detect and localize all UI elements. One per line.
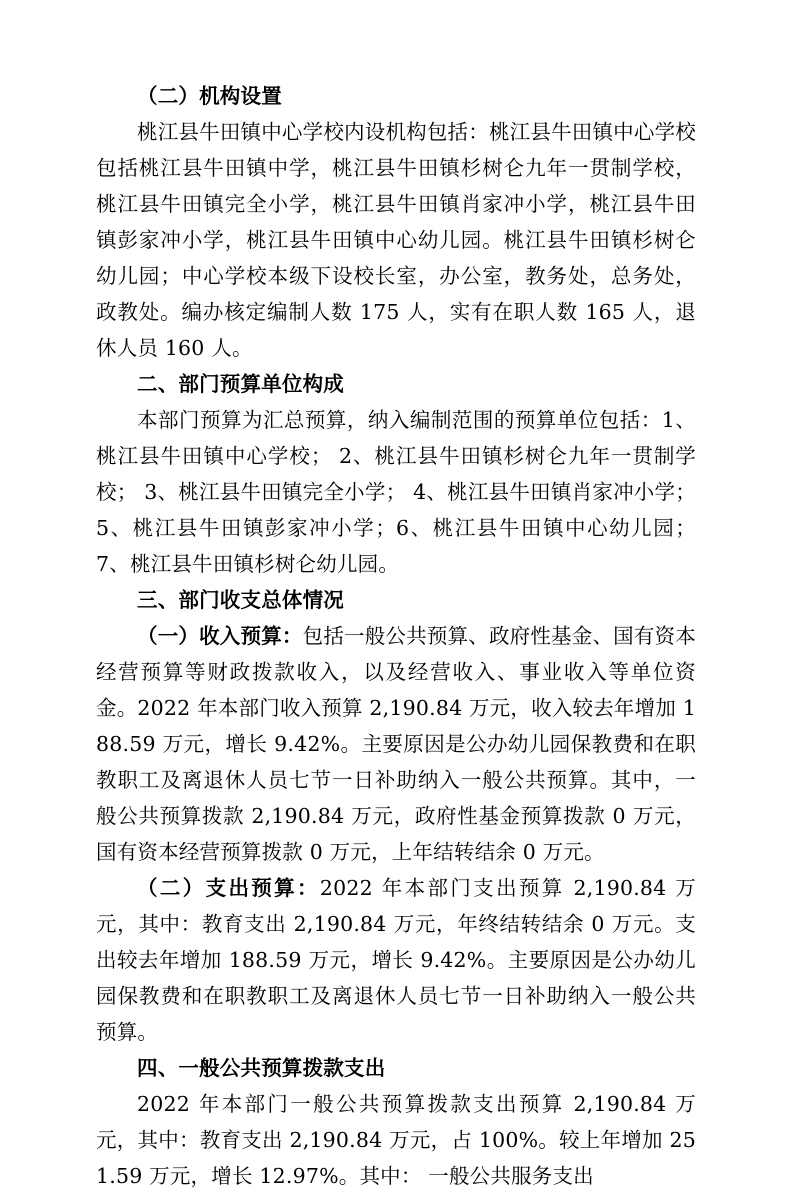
expense-budget-lead: （二）支出预算： (137, 876, 320, 900)
expense-budget-body: 2022 年本部门支出预算 2,190.84 万元，其中：教育支出 2,190.84 万元，年终结转结余 0 万元。支出较去年增加 188.59 万元，增长 9.42%。主要原因是公办幼儿园保教费和在职教职工及离退休人员七节一日补助纳入一般公共预算。 (96, 876, 696, 1044)
heading-general-public-budget: 四、一般公共预算拨款支出 (137, 1056, 386, 1080)
paragraph-general-public-budget: 2022 年本部门一般公共预算拨款支出预算 2,190.84 万元，其中：教育支出 2,190.84 万元，占 100%。较上年增加 251.59 万元，增长 12.97%。其中： 一般公共服务支出 (96, 1092, 696, 1188)
paragraph-income-budget (96, 618, 696, 870)
paragraph-budget-units: 本部门预算为汇总预算，纳入编制范围的预算单位包括：1、桃江县牛田镇中心学校； 2、桃江县牛田镇杉树仑九年一贯制学校； 3、桃江县牛田镇完全小学； 4、桃江县牛田镇肖家冲小学； 5、桃江县牛田镇彭家冲小学；6、桃江县牛田镇中心幼儿园； 7、桃江县牛田镇杉树仑幼儿园。 (96, 408, 696, 576)
paragraph-expense-budget (96, 870, 696, 1050)
heading-org-setup: （二）机构设置 (137, 84, 282, 108)
income-budget-body: 包括一般公共预算、政府性基金、国有资本经营预算等财政拨款收入，以及经营收入、事业收入等单位资金。2022 年本部门收入预算 2,190.84 万元，收入较去年增加 188.59 万元，增长 9.42%。主要原因是公办幼儿园保教费和在职教职工及离退休人员七节一日补助纳入一般公共预算。其中，一般公共预算拨款 2,190.84 万元，政府性基金预算拨款 0 万元，国有资本经营预算拨款 0 万元，上年结转结余 0 万元。 (96, 624, 696, 864)
income-budget-lead: （一）收入预算： (137, 624, 303, 648)
page-content (96, 78, 696, 1194)
paragraph-org-setup: 桃江县牛田镇中心学校内设机构包括：桃江县牛田镇中心学校包括桃江县牛田镇中学，桃江县牛田镇杉树仑九年一贯制学校，桃江县牛田镇完全小学，桃江县牛田镇肖家冲小学，桃江县牛田镇彭家冲小学，桃江县牛田镇中心幼儿园。桃江县牛田镇杉树仑幼儿园；中心学校本级下设校长室，办公室，教务处，总务处，政教处。编办核定编制人数 175 人，实有在职人数 165 人，退休人员 160 人。 (96, 120, 696, 360)
heading-budget-units: 二、部门预算单位构成 (137, 372, 344, 396)
heading-revenue-expense: 三、部门收支总体情况 (137, 588, 344, 612)
